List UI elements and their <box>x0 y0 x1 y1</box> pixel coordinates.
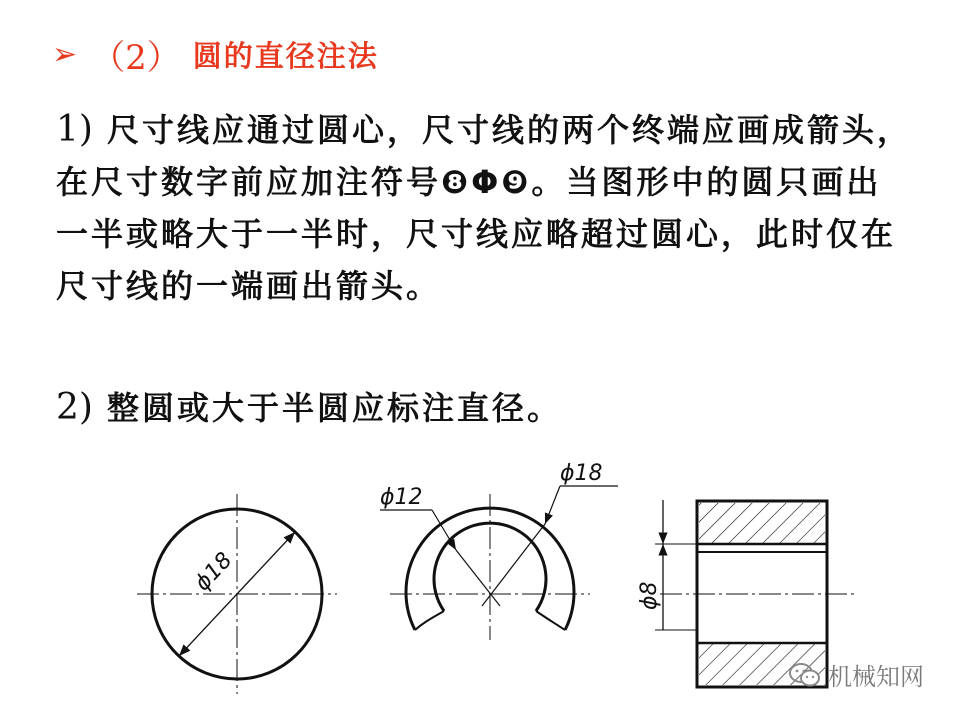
arc-break-left <box>415 611 444 630</box>
arc-break-right <box>536 611 565 630</box>
paragraph-2-text: 整圆或大于半圆应标注直径。 <box>106 389 562 427</box>
section-dimension-label: ϕ8 <box>637 581 662 610</box>
watermark <box>788 657 924 692</box>
full-circle-figure <box>137 494 337 694</box>
watermark-text: 机械知网 <box>828 663 924 691</box>
circle-dimension-label: ϕ18 <box>190 547 238 597</box>
outer-dim-line <box>545 486 560 524</box>
paragraph-1-text: 尺寸线应通过圆心，尺寸线的两个终端应画成箭头，在尺寸数字前应加注符号❽Φ❾。当图形中的圆只画出一半或略大于一半时，尺寸线应略超过圆心，此时仅在尺寸线的一端画出箭头。 <box>56 111 912 305</box>
hatch-top <box>699 503 825 544</box>
arc-figure <box>380 461 618 640</box>
paragraph-2-number: 2) <box>56 387 93 428</box>
inner-dim-line-ext <box>456 550 500 606</box>
bullet-arrow-icon: ➢ <box>52 37 78 72</box>
paragraph-1-number: 1) <box>56 109 93 150</box>
section-heading <box>52 30 379 79</box>
paragraph-2 <box>56 382 916 434</box>
paragraph-1 <box>56 104 916 312</box>
arc-outer-dimension-label: ϕ18 <box>560 461 603 486</box>
section-title: 圆的直径注法 <box>192 39 379 73</box>
wechat-icon <box>788 661 822 689</box>
arc-inner-dimension-label: ϕ12 <box>380 485 423 510</box>
section-number: （2） <box>91 38 181 78</box>
